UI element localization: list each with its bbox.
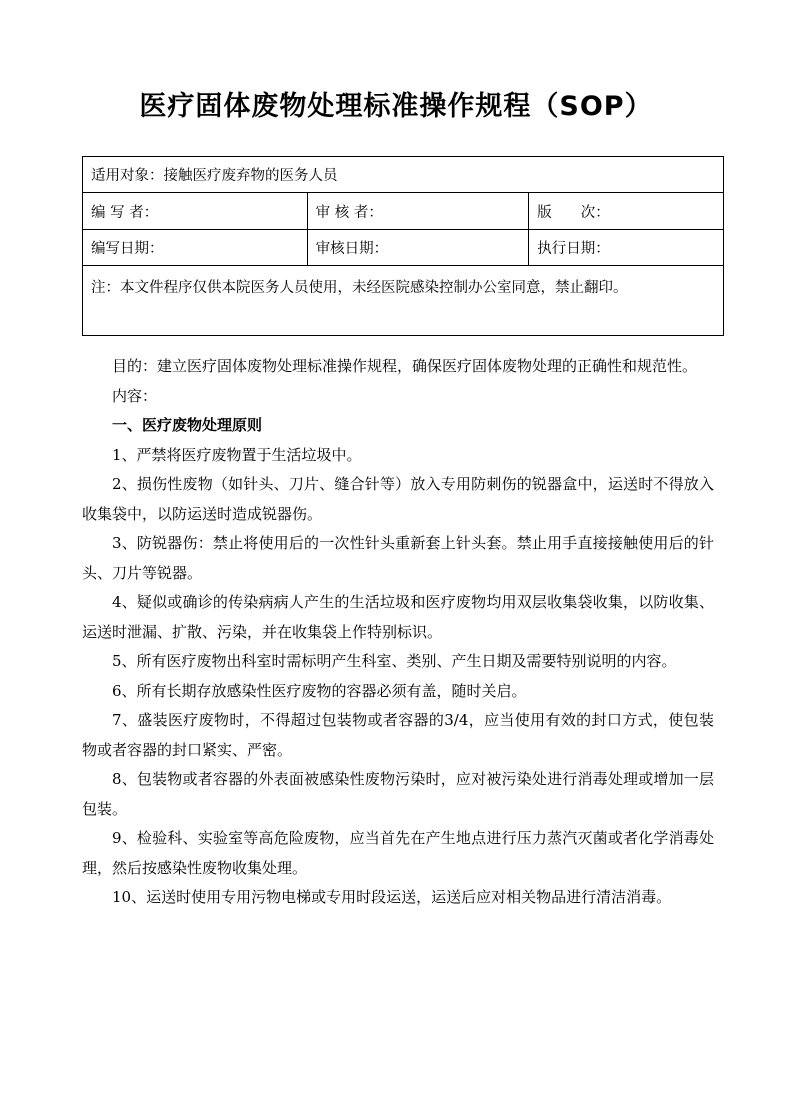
list-item: 6、所有长期存放感染性医疗废物的容器必须有盖，随时关启。 [112,681,527,700]
list-item: 4、疑似或确诊的传染病病人产生的生活垃圾和医疗废物均用双层收集袋收集，以防收集、运送时泄漏、扩散、污染，并在收集袋上作特别标识。 [82,593,714,641]
reviewer-cell: 审 核 者： [307,193,529,230]
section-heading: 一、医疗废物处理原则 [112,416,263,434]
list-item: 2、损伤性废物（如针头、刀片、缝合针等）放入专用防刺伤的锐器盒中，运送时不得放入收集袋中，以防运送时造成锐器伤。 [82,475,714,523]
purpose-paragraph: 目的：建立医疗固体废物处理标准操作规程，确保医疗固体废物处理的正确性和规范性。 [112,357,698,375]
list-item: 3、防锐器伤：禁止将使用后的一次性针头重新套上针头套。禁止用手直接接触使用后的针头、刀片等锐器。 [82,534,714,582]
version-cell: 版 次： [529,193,724,230]
note-cell: 注：本文件程序仅供本院医务人员使用，未经医院感染控制办公室同意，禁止翻印。 [83,266,724,336]
author-cell: 编 写 者： [83,193,308,230]
write-date-cell: 编写日期： [83,230,308,266]
document-title: 医疗固体废物处理标准操作规程（SOP） [139,91,653,122]
exec-date-cell: 执行日期： [529,230,724,266]
list-item: 10、运送时使用专用污物电梯或专用时段运送，运送后应对相关物品进行清洁消毒。 [112,888,672,906]
content-label: 内容： [112,386,158,405]
list-item: 5、所有医疗废物出科室时需标明产生科室、类别、产生日期及需要特别说明的内容。 [112,652,677,670]
list-item: 8、包装物或者容器的外表面被感染性废物污染时，应对被污染处进行消毒处理或增加一层包装。 [82,770,714,818]
scope-cell: 适用对象：接触医疗废弃物的医务人员 [83,157,724,193]
review-date-cell: 审核日期： [307,230,529,266]
list-item: 9、检验科、实验室等高危险废物，应当首先在产生地点进行压力蒸汽灭菌或者化学消毒处理，然后按感染性废物收集处理。 [82,829,714,877]
info-table [82,156,724,336]
document-body [82,352,714,913]
list-item: 7、盛装医疗废物时，不得超过包装物或者容器的3/4，应当使用有效的封口方式，使包装物或者容器的封口紧实、严密。 [82,711,714,759]
list-item: 1、严禁将医疗废物置于生活垃圾中。 [112,445,362,464]
